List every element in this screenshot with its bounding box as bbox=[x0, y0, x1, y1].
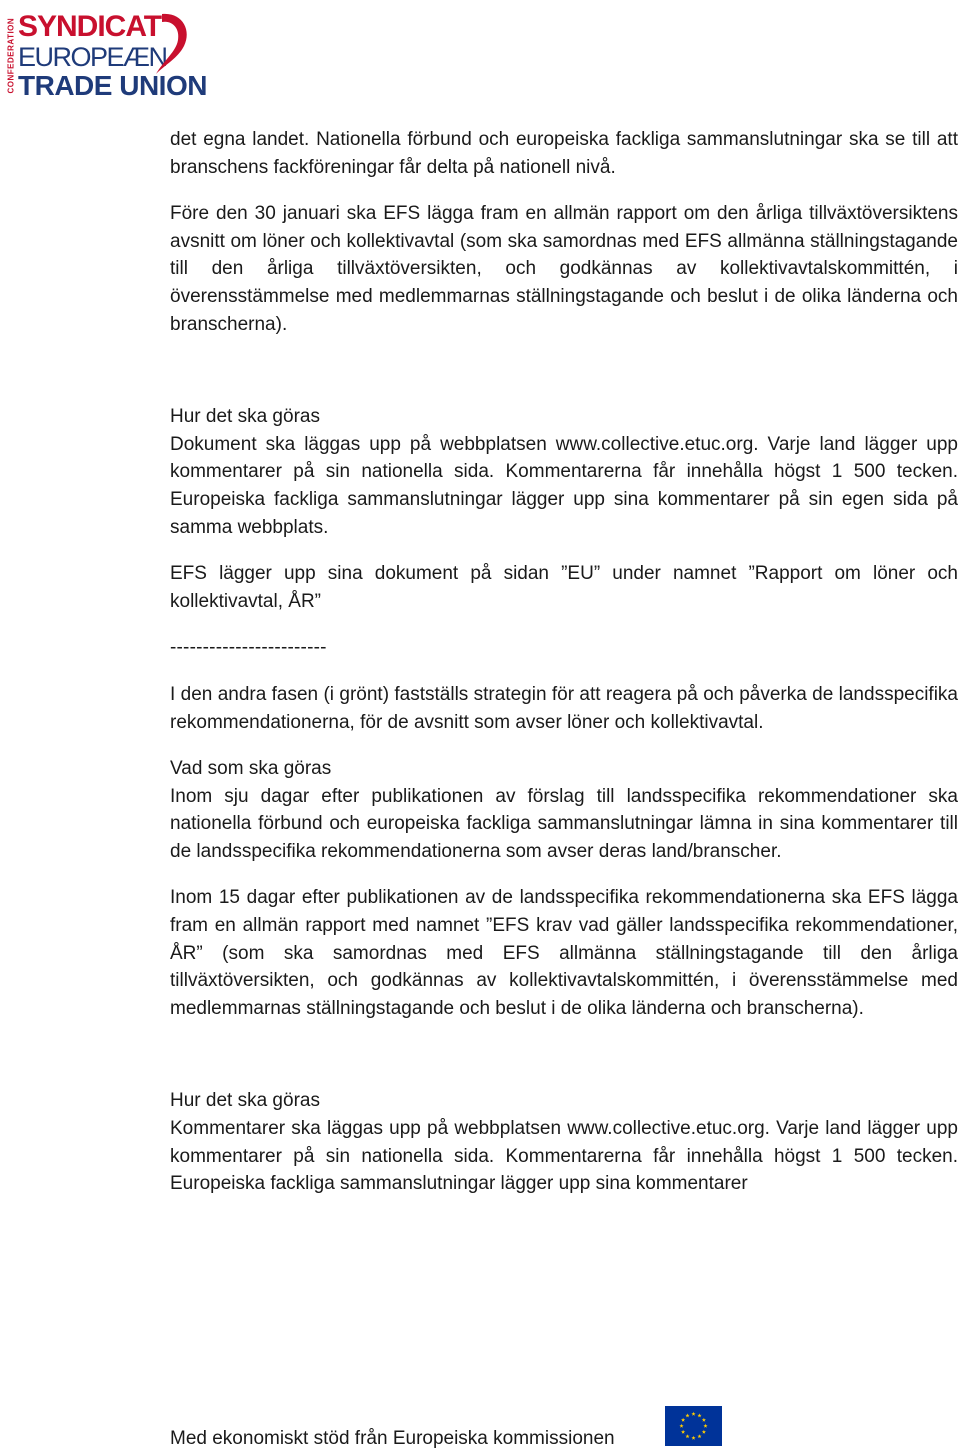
paragraph-5: I den andra fasen (i grönt) fastställs strategin för att reagera på och påverka de landsspecifika rekommendationerna, för de avsnitt som avser löner och kollektivavtal. bbox=[170, 683, 958, 733]
logo-side-label: CONFEDERATION bbox=[6, 17, 16, 94]
logo-line-1: SYNDICAT bbox=[18, 10, 162, 43]
paragraph-1: det egna landet. Nationella förbund och europeiska fackliga sammanslutningar ska se till att branschens fackföreningar får delta på nationell nivå. bbox=[170, 129, 958, 178]
logo-line-2: EUROPEÆN bbox=[18, 42, 167, 72]
paragraph-4: EFS lägger upp sina dokument på sidan ”EU” under namnet ”Rapport om löner och kollektivavtal, ÅR” bbox=[170, 563, 958, 612]
logo-swirl-icon bbox=[142, 8, 192, 78]
heading-what: Vad som ska göras bbox=[170, 758, 332, 780]
eu-flag-icon bbox=[665, 1406, 722, 1446]
separator-dashes: ------------------------ bbox=[170, 637, 327, 659]
paragraph-6: Inom sju dagar efter publikationen av förslag till landsspecifika rekommendationer ska nationella förbund och europeiska fackliga sammanslutningar lämna in sina kommentarer till de landsspecifika rekommendationerna som avser deras land/branscher. bbox=[170, 785, 958, 862]
footer-funding-note: Med ekonomiskt stöd från Europeiska kommissionen bbox=[170, 1428, 615, 1449]
logo-side-text bbox=[4, 17, 18, 100]
etuc-logo bbox=[4, 8, 207, 101]
paragraph-3: Dokument ska läggas upp på webbplatsen www.collective.etuc.org. Varje land lägger upp kommentarer på sin nationella sida. Kommentarerna får innehålla högst 1 500 tecken. Europeiska fackliga sammanslutningar lägger upp sina kommentarer på sin egen sida på samma webbplats. bbox=[170, 433, 958, 538]
heading-how-2: Hur det ska göras bbox=[170, 1090, 320, 1112]
paragraph-2: Före den 30 januari ska EFS lägga fram en allmän rapport om den årliga tillväxtöversiktens avsnitt om löner och kollektivavtal (som ska samordnas med EFS allmänna ställningstagande till den årliga tillväxtöversikten, och godkännas av kollektivavtalskommittén, i överensstämmelse med medlemmarnas ställningstagande och beslut i de olika länderna och branscherna). bbox=[170, 203, 958, 335]
paragraph-7: Inom 15 dagar efter publikationen av de landsspecifika rekommendationerna ska EFS lägga fram en allmän rapport med namnet ”EFS krav vad gäller landsspecifika rekommendationer, ÅR” (som ska samordnas med EFS allmänna ställningstagande till den årliga tillväxtöversikten, och godkännas av kollektivavtalskommittén, i överensstämmelse med medlemmarnas ställningstagande och beslut i de olika länderna och branscherna). bbox=[170, 887, 958, 1019]
heading-how: Hur det ska göras bbox=[170, 406, 320, 428]
logo-line-3: TRADE UNION bbox=[18, 70, 207, 101]
paragraph-8: Kommentarer ska läggas upp på webbplatsen www.collective.etuc.org. Varje land lägger upp kommentarer på sin nationella sida. Kommentarerna får innehålla högst 1 500 tecken. Europeiska fackliga sammanslutningar lägger upp sina kommentarer bbox=[170, 1118, 958, 1195]
document-body bbox=[170, 126, 958, 1198]
